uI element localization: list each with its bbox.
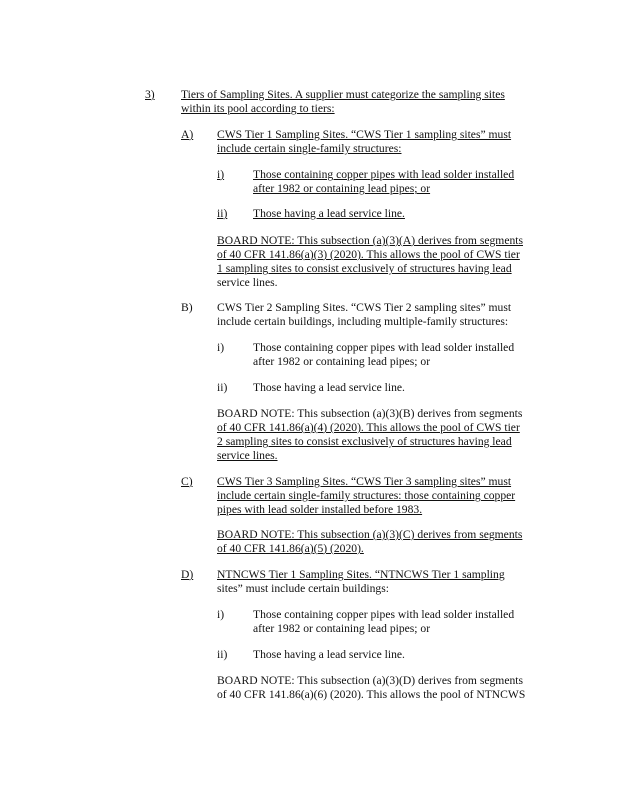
subsection-a-item-ii-label: ii) bbox=[217, 207, 228, 220]
board-note-line: 1 sampling sites to consist exclusively of structures having lead bbox=[217, 262, 512, 275]
subsection-a-label: A) bbox=[181, 128, 194, 141]
item-line: after 1982 or containing lead pipes; or bbox=[253, 622, 431, 635]
item-line: Those containing copper pipes with lead solder installed bbox=[253, 168, 515, 181]
item-line: after 1982 or containing lead pipes; or bbox=[253, 355, 431, 368]
subsection-d-label: D) bbox=[181, 568, 194, 581]
subsection-d-line bbox=[217, 568, 505, 582]
subsection-d-line: sites” must include certain buildings: bbox=[217, 582, 389, 595]
subsection-b-line: CWS Tier 2 Sampling Sites. “CWS Tier 2 sampling sites” must bbox=[217, 301, 512, 314]
subsection-b-text bbox=[217, 301, 511, 329]
subsection-d-item-i-text bbox=[253, 608, 514, 636]
board-note-line: BOARD NOTE: This subsection (a)(3)(D) derives from segments bbox=[217, 674, 523, 687]
section-3-heading-line: Tiers of Sampling Sites. A supplier must categorize the sampling sites bbox=[181, 88, 505, 101]
board-note-line: BOARD NOTE: This subsection (a)(3)(A) derives from segments bbox=[217, 234, 523, 247]
subsection-c-board-note bbox=[217, 528, 522, 556]
section-3-heading-line: within its pool according to tiers: bbox=[181, 102, 335, 115]
subsection-d-item-ii-text: Those having a lead service line. bbox=[253, 648, 405, 661]
subsection-c-label: C) bbox=[181, 475, 193, 488]
subsection-c-line: CWS Tier 3 Sampling Sites. “CWS Tier 3 sampling sites” must bbox=[217, 475, 512, 488]
subsection-a-item-ii-text: Those having a lead service line. bbox=[253, 207, 405, 220]
subsection-b-line: include certain buildings, including multiple-family structures: bbox=[217, 315, 509, 328]
subsection-c-line: pipes with lead solder installed before 1983. bbox=[217, 503, 423, 516]
board-note-line: service lines. bbox=[217, 276, 278, 289]
board-note-line: of 40 CFR 141.86(a)(4) (2020). This allows the pool of CWS tier bbox=[217, 421, 520, 434]
item-line: Those containing copper pipes with lead solder installed bbox=[253, 341, 515, 354]
subsection-d-text bbox=[217, 568, 505, 596]
item-line: after 1982 or containing lead pipes; or bbox=[253, 182, 431, 195]
subsection-a-board-note bbox=[217, 234, 523, 290]
subsection-d-line-text: NTNCWS Tier 1 Sampling Sites. “NTNCWS Tier 1 sampling bbox=[217, 568, 505, 581]
subsection-a-text bbox=[217, 128, 511, 156]
subsection-c-line: include certain single-family structures: those containing copper bbox=[217, 489, 516, 502]
subsection-b-label: B) bbox=[181, 301, 193, 314]
subsection-d-item-i-label: i) bbox=[217, 608, 225, 621]
subsection-a-item-i-label: i) bbox=[217, 168, 225, 181]
section-3-heading bbox=[181, 88, 505, 116]
subsection-c-text bbox=[217, 475, 515, 517]
section-3-label: 3) bbox=[145, 88, 155, 101]
board-note-line: BOARD NOTE: This subsection (a)(3)(C) derives from segments bbox=[217, 528, 523, 541]
subsection-d-board-note bbox=[217, 674, 525, 702]
subsection-a-item-i-text bbox=[253, 168, 514, 196]
board-note-line: BOARD NOTE: This subsection (a)(3)(B) derives from segments bbox=[217, 407, 523, 420]
board-note-line: of 40 CFR 141.86(a)(5) (2020). bbox=[217, 542, 364, 555]
board-note-line: of 40 CFR 141.86(a)(3) (2020). This allows the pool of CWS tier bbox=[217, 248, 520, 261]
board-note-line: of 40 CFR 141.86(a)(6) (2020). This allows the pool of NTNCWS bbox=[217, 688, 526, 701]
subsection-b-item-ii-text: Those having a lead service line. bbox=[253, 381, 405, 394]
subsection-a-line: include certain single-family structures: bbox=[217, 142, 402, 155]
subsection-b-item-ii-label: ii) bbox=[217, 381, 228, 394]
item-line: Those containing copper pipes with lead solder installed bbox=[253, 608, 515, 621]
subsection-b-board-note bbox=[217, 407, 522, 463]
subsection-a-line: CWS Tier 1 Sampling Sites. “CWS Tier 1 sampling sites” must bbox=[217, 128, 512, 141]
subsection-b-item-i-text bbox=[253, 341, 514, 369]
subsection-d-item-ii-label: ii) bbox=[217, 648, 228, 661]
board-note-line: 2 sampling sites to consist exclusively of structures having lead bbox=[217, 435, 512, 448]
board-note-line: service lines. bbox=[217, 449, 278, 462]
subsection-b-item-i-label: i) bbox=[217, 341, 225, 354]
